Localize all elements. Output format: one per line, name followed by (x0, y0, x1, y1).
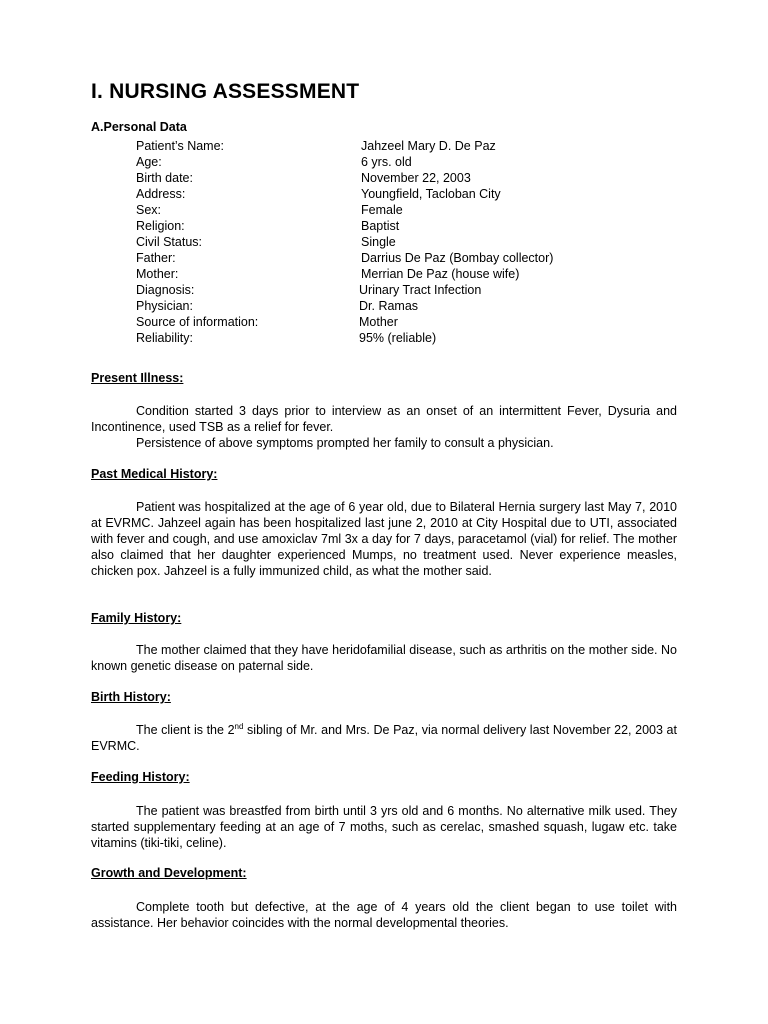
field-row-father (0, 250, 768, 266)
growth-development-paragraph: Complete tooth but defective, at the age of 4 years old the client began to use toilet with assistance. Her behavior coincides with the normal developmental theories. (91, 900, 677, 930)
present-illness-paragraph: Condition started 3 days prior to interview as an onset of an intermittent Fever, Dysuria and Incontinence, used TSB as a relief for fever. (91, 404, 677, 434)
field-row-reliability (0, 330, 768, 346)
field-label: Source of information: (136, 315, 259, 329)
field-value: 95% (reliable) (359, 331, 437, 345)
growth-development-heading: Growth and Development: (91, 866, 247, 880)
birth-history-paragraph (91, 722, 677, 754)
field-value: Jahzeel Mary D. De Paz (361, 139, 496, 153)
past-medical-history-paragraph: Patient was hospitalized at the age of 6 year old, due to Bilateral Hernia surgery last May 7, 2010 at EVRMC. Jahzeel again has been hospitalized last june 2, 2010 at City Hospital due to UTI, associated with fever and cough, and use amoxiclav 7ml 3x a day for 7 days, paracetamol (vial) for relief. The mother also claimed that her daughter experienced Mumps, no treatment used. Never experience measles, chicken pox. Jahzeel is a fully immunized child, as what the mother said. (91, 500, 677, 578)
field-value: Darrius De Paz (Bombay collector) (361, 251, 554, 265)
ordinal-suffix: nd (234, 721, 244, 731)
field-row-source (0, 314, 768, 330)
present-illness-heading: Present Illness: (91, 371, 184, 385)
field-label: Birth date: (136, 171, 193, 185)
field-label: Sex: (136, 203, 162, 217)
field-row-birth-date (0, 170, 768, 186)
field-value: 6 yrs. old (361, 155, 412, 169)
past-medical-history-heading: Past Medical History: (91, 467, 218, 481)
field-row-address (0, 186, 768, 202)
field-value: Single (361, 235, 396, 249)
field-value: Dr. Ramas (359, 299, 419, 313)
field-row-religion (0, 218, 768, 234)
field-value: Mother (359, 315, 398, 329)
field-label: Mother: (136, 267, 179, 281)
field-row-mother (0, 266, 768, 282)
field-row-age (0, 154, 768, 170)
field-value: Urinary Tract Infection (359, 283, 482, 297)
birth-text-b: sibling of Mr. and Mrs. De Paz, via normal delivery last November 22, 2003 at EVRMC. (91, 723, 677, 753)
field-row-physician (0, 298, 768, 314)
field-label: Civil Status: (136, 235, 202, 249)
field-label: Address: (136, 187, 186, 201)
field-label: Diagnosis: (136, 283, 195, 297)
field-value: Female (361, 203, 403, 217)
field-row-diagnosis (0, 282, 768, 298)
field-label: Father: (136, 251, 176, 265)
birth-history-heading: Birth History: (91, 690, 171, 704)
field-value: Baptist (361, 219, 400, 233)
field-row-patient-name (0, 138, 768, 154)
feeding-history-heading: Feeding History: (91, 770, 190, 784)
field-label: Religion: (136, 219, 185, 233)
field-value: Merrian De Paz (house wife) (361, 267, 520, 281)
page-title: I. NURSING ASSESSMENT (91, 80, 360, 103)
present-illness-paragraph-2: Persistence of above symptoms prompted her family to consult a physician. (136, 436, 554, 450)
field-label: Physician: (136, 299, 193, 313)
field-value: Youngfield, Tacloban City (361, 187, 501, 201)
field-label: Age: (136, 155, 162, 169)
personal-data-heading: A.Personal Data (91, 120, 187, 134)
field-row-sex (0, 202, 768, 218)
family-history-heading: Family History: (91, 611, 182, 625)
feeding-history-paragraph: The patient was breastfed from birth until 3 yrs old and 6 months. No alternative milk used. They started supplementary feeding at an age of 7 moths, such as cerelac, smashed squash, lugaw etc. take vitamins (tiki-tiki, celine). (91, 804, 677, 850)
birth-text-a: The client is the 2 (136, 723, 235, 737)
field-label: Reliability: (136, 331, 193, 345)
family-history-paragraph: The mother claimed that they have heridofamilial disease, such as arthritis on the mother side. No known genetic disease on paternal side. (91, 643, 677, 673)
field-label: Patient’s Name: (136, 139, 225, 153)
field-value: November 22, 2003 (361, 171, 471, 185)
field-row-civil-status (0, 234, 768, 250)
